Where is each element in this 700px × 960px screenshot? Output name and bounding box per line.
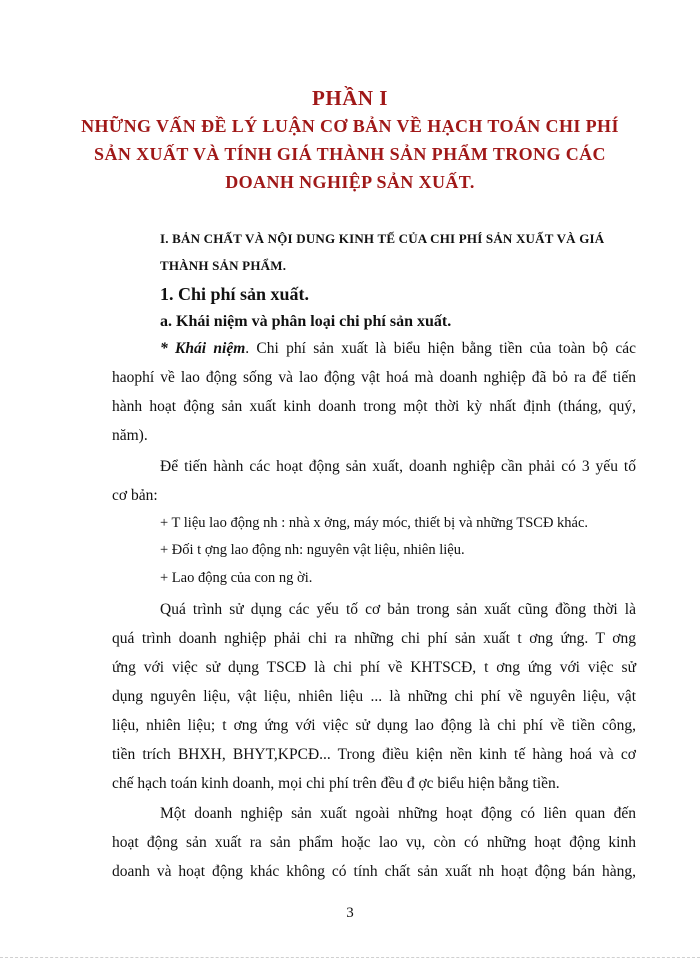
bullet-item-3: + Lao động của con ng ời. — [160, 570, 313, 586]
paragraph-3-line-1: Quá trình sử dụng các yếu tố cơ bản trong sản xuất cũng đồng thời là — [160, 601, 636, 618]
paragraph-4-line-1: Một doanh nghiệp sản xuất ngoài những hoạt động có liên quan đến — [160, 805, 636, 822]
paragraph-3-line-2: quá trình doanh nghiệp phải chi ra những chi phí sản xuất t ơng ứng. T ơng — [112, 630, 636, 647]
paragraph-3-line-3: ứng với việc sử dụng TSCĐ là chi phí về KHTSCĐ, t ơng ứng với việc sử — [112, 659, 636, 676]
paragraph-2-line-2: cơ bản: — [112, 487, 158, 504]
chapter-heading-line-2: SẢN XUẤT VÀ TÍNH GIÁ THÀNH SẢN PHẨM TRONG CÁC — [94, 144, 606, 164]
definition-label: * Khái niệm — [160, 340, 246, 357]
paragraph-3-line-6: tiền trích BHXH, BHYT,KPCĐ... Trong điều kiện nền kinh tế hàng hoá và cơ — [112, 746, 636, 763]
paragraph-1-line-4: năm). — [112, 427, 148, 444]
part-title: PHẦN I — [312, 86, 388, 110]
paragraph-3-line-4: dụng nguyên liệu, vật liệu, nhiên liệu ... là những chi phí về nguyên liệu, vật — [112, 688, 636, 705]
paragraph-4-line-2: hoạt động sản xuất ra sản phẩm hoặc lao vụ, còn có những hoạt động kinh — [112, 834, 636, 851]
paragraph-3-line-5: liệu, nhiên liệu; t ơng ứng với việc sử dụng lao động là chi phí về tiền công, — [112, 717, 636, 734]
paragraph-1-line-1-text: . Chi phí sản xuất là biểu hiện bằng tiền của toàn bộ các — [245, 340, 636, 357]
paragraph-1-line-1 — [160, 340, 636, 358]
paragraph-4-line-3: doanh và hoạt động khác không có tính chất sản xuất nh hoạt động bán hàng, — [112, 863, 636, 880]
bullet-item-2: + Đối t ợng lao động nh: nguyên vật liệu, nhiên liệu. — [160, 542, 465, 558]
page-number: 3 — [346, 905, 354, 921]
section-heading-line-2: THÀNH SẢN PHẨM. — [160, 258, 287, 273]
paragraph-3-line-7: chế hạch toán kinh doanh, mọi chi phí trên đều đ ợc biểu hiện bằng tiền. — [112, 775, 560, 792]
paragraph-1-line-3: hành hoạt động sản xuất kinh doanh trong một thời kỳ nhất định (tháng, quý, — [112, 398, 636, 415]
subsubsection-title: a. Khái niệm và phân loại chi phí sản xuất. — [160, 313, 452, 330]
chapter-heading-line-1: NHỮNG VẤN ĐỀ LÝ LUẬN CƠ BẢN VỀ HẠCH TOÁN CHI PHÍ — [81, 116, 619, 136]
chapter-heading-line-3: DOANH NGHIỆP SẢN XUẤT. — [225, 172, 475, 192]
paragraph-2-line-1: Để tiến hành các hoạt động sản xuất, doanh nghiệp cần phải có 3 yếu tố — [160, 458, 636, 475]
bullet-item-1: + T liệu lao động nh : nhà x ởng, máy móc, thiết bị và những TSCĐ khác. — [160, 515, 589, 531]
paragraph-1-line-2: haophí về lao động sống và lao động vật hoá mà doanh nghiệp đã bỏ ra để tiến — [112, 369, 636, 386]
subsection-title: 1. Chi phí sản xuất. — [160, 284, 310, 304]
page-bottom-rule — [0, 957, 700, 958]
section-heading-line-1: I. BẢN CHẤT VÀ NỘI DUNG KINH TẾ CỦA CHI PHÍ SẢN XUẤT VÀ GIÁ — [160, 231, 605, 246]
